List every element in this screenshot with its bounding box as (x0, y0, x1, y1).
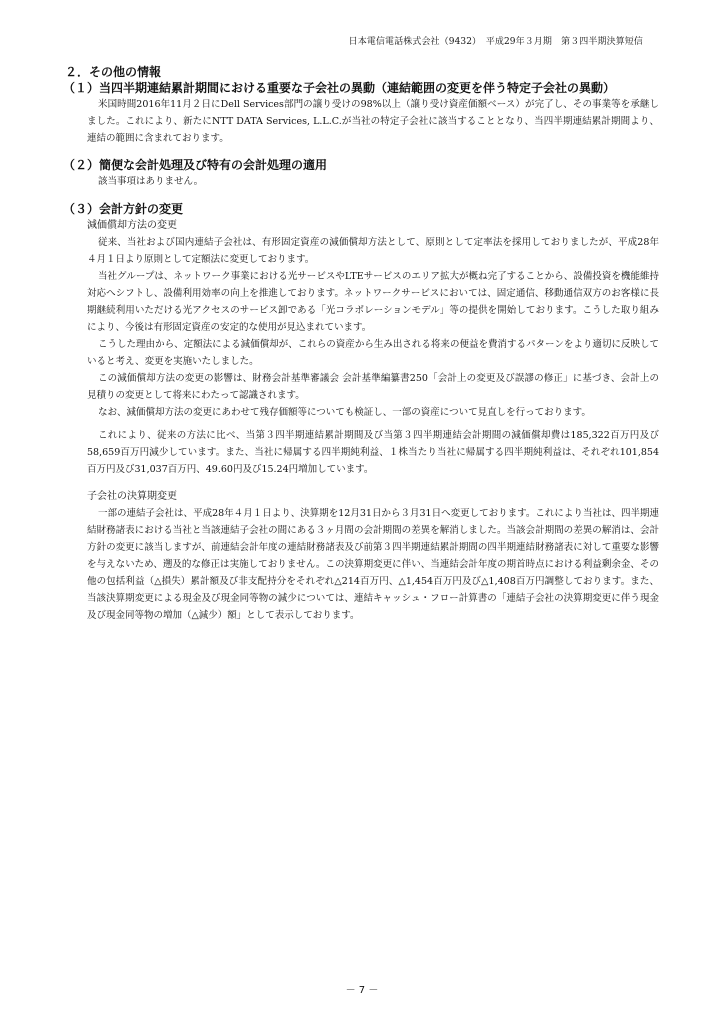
depreciation-paragraph-2: 当社グループは、ネットワーク事業における光サービスやLTEサービスのエリア拡大が概ね完了することから、設備投資を機能維持対応へシフトし、設備利用効率の向上を推進しております。ネットワークサービスにおいては、固定通信、移動通信双方のお客様に長期継続利用いただける光アクセスのサービス卸である「光コラボレーションモデル」等の提供を開始しております。こうした取り組みにより、今後は有形固定資産の安定的な使用が見込まれています。 (87, 271, 660, 333)
depreciation-paragraph-6: これにより、従来の方法に比べ、当第３四半期連結累計期間及び当第３四半期連結会計期間の減価償却費は185,322百万円及び58,659百万円減少しています。また、当社に帰属する四半期純利益、１株当たり当社に帰属する四半期純利益は、それぞれ101,854百万円及び31,037百万円、49.60円及び15.24円増加しています。 (87, 430, 659, 475)
subsidiary-change-heading: （１）当四半期連結累計期間における重要な子会社の異動（連結範囲の変更を伴う特定子会社の異動） (63, 81, 616, 95)
depreciation-paragraph-5: なお、減価償却方法の変更にあわせて残存価額等についても検証し、一部の資産について見直しを行っております。 (98, 407, 591, 418)
depreciation-subheading: 減価償却方法の変更 (87, 220, 177, 231)
fiscal-year-change-paragraph: 一部の連結子会社は、平成28年４月１日より、決算期を12月31日から３月31日へ変更しております。これにより当社は、四半期連結財務諸表における当社と当該連結子会社の間にある３ヶ月間の会計期間の差異を解消しました。当該会計期間の差異の解消は、会計方針の変更に該当しますが、前連結会計年度の連結財務諸表及び前第３四半期連結累計期間の四半期連結財務諸表に対して重要な影響を与えないため、遡及的な修正は実施しておりません。この決算期変更に伴い、当連結会計年度の期首時点における利益剰余金、その他の包括利益（△損失）累計額及び非支配持分をそれぞれ△214百万円、△1,454百万円及び△1,408百万円調整しております。また、当該決算期変更による現金及び現金同等物の減少については、連結キャッシュ・フロー計算書の「連結子会社の決算期変更に伴う現金及び現金同等物の増加（△減少）額」として表示しております。 (87, 508, 659, 621)
fiscal-year-change-subheading: 子会社の決算期変更 (87, 491, 177, 502)
depreciation-paragraph-1: 従来、当社および国内連結子会社は、有形固定資産の減価償却方法として、原則として定率法を採用しておりましたが、平成28年４月１日より原則として定額法に変更しております。 (87, 237, 659, 265)
page-number: － 7 － (345, 985, 379, 996)
document-body (63, 64, 659, 624)
simplified-accounting-text: 該当事項はありません。 (98, 176, 204, 187)
depreciation-paragraph-3: こうした理由から、定額法による減価償却が、これらの資産から生み出される将来の便益を費消するパターンをより適切に反映していると考え、変更を実施いたしました。 (87, 339, 659, 367)
section-title: ２．その他の情報 (65, 65, 162, 79)
simplified-accounting-heading: （２）簡便な会計処理及び特有の会計処理の適用 (63, 158, 328, 172)
accounting-policy-heading: （３）会計方針の変更 (63, 202, 184, 216)
depreciation-paragraph-4: この減価償却方法の変更の影響は、財務会計基準審議会 会計基準編纂書250「会計上の変更及び誤謬の修正」に基づき、会計上の見積りの変更として将来にわたって認識されます。 (87, 373, 659, 401)
page-header: 日本電信電話株式会社（9432） 平成29年３月期 第３四半期決算短信 (348, 37, 643, 47)
subsidiary-change-text: 米国時間2016年11月２日にDell Services部門の譲り受けの98%以上（譲り受け資産価額ベース）が完了し、その事業等を承継しました。これにより、新たにNTT DATA Services, L.L.C.が当社の特定子会社に該当することとなり、当四半期連結累計期間より、連結の範囲に含まれております。 (87, 99, 659, 144)
